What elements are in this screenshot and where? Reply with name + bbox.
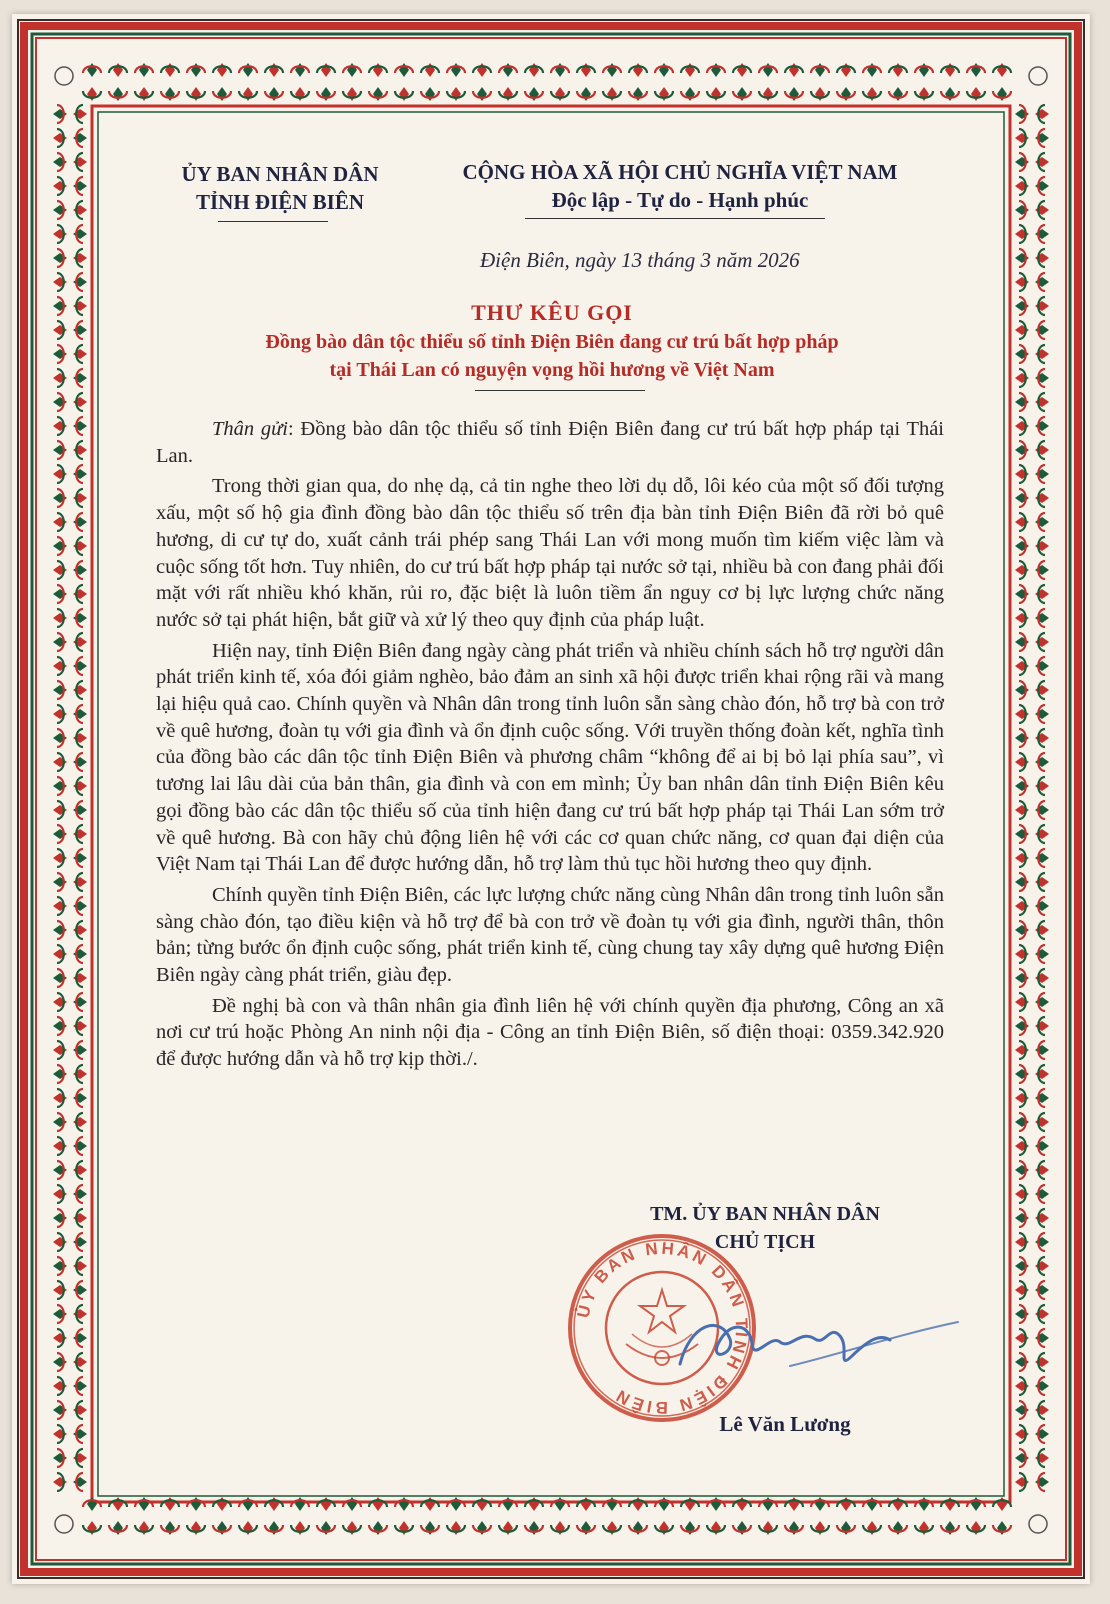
body-paragraph: Chính quyền tỉnh Điện Biên, các lực lượng chức năng cùng Nhân dân trong tỉnh luôn sẵn sàng chào đón, tạo điều kiện và hỗ trợ để bà con trở về đoàn tụ với gia đình, người thân, thôn bản; từng bước ổn định cuộc sống, phát triển kinh tế, cùng chung tay xây dựng quê hương Điện Biên ngày càng phát triển, giàu đẹp. [156, 883, 944, 987]
salutation-label: Thân gửi [212, 418, 288, 440]
motto-underline [525, 218, 825, 219]
subtitle-line-2: tại Thái Lan có nguyện vọng hồi hương về Việt Nam [329, 359, 775, 381]
subtitle-line-1: Đồng bào dân tộc thiểu số tỉnh Điện Biên đang cư trú bất hợp pháp [265, 331, 839, 353]
letter-content [100, 114, 1004, 1494]
national-heading [430, 158, 930, 214]
body-paragraph: Hiện nay, tỉnh Điện Biên đang ngày càng phát triển và nhiều chính sách hỗ trợ người dân phát triển kinh tế, xóa đói giảm nghèo, bảo đảm an sinh xã hội được triển khai rộng rãi và mang lại hiệu quả cao. Chính quyền và Nhân dân trong tỉnh luôn sẵn sàng chào đón, hỗ trợ bà con trở về quê hương, đoàn tụ với gia đình và ổn định cuộc sống. Với truyền thống đoàn kết, nghĩa tình của đồng bào các dân tộc tỉnh Điện Biên và phương châm “không để ai bị bỏ lại phía sau”, vì tương lai lâu dài của bản thân, gia đình và con em mình; Ủy ban nhân dân tỉnh Điện Biên kêu gọi đồng bào các dân tộc thiểu số của tỉnh hiện đang cư trú bất hợp pháp tại Thái Lan sớm trở về quê hương. Bà con hãy chủ động liên hệ với các cơ quan chức năng, cơ quan đại diện của Việt Nam tại Thái Lan để được hướng dẫn, hỗ trợ làm thủ tục hồi hương theo quy định. [156, 639, 944, 876]
issuing-authority [160, 160, 400, 216]
salutation-text: : Đồng bào dân tộc thiểu số tỉnh Điện Biên đang cư trú bất hợp pháp tại Thái Lan. [156, 418, 945, 467]
document-title: THƯ KÊU GỌI [471, 300, 633, 325]
letter-page [12, 14, 1090, 1584]
signatory-line-1: TM. ỦY BAN NHÂN DÂN [650, 1203, 880, 1225]
subtitle-underline [475, 390, 645, 391]
nation-name: CỘNG HÒA XÃ HỘI CHỦ NGHĨA VIỆT NAM [462, 160, 898, 184]
nation-motto: Độc lập - Tự do - Hạnh phúc [551, 188, 809, 212]
signer-name: Lê Văn Lương [719, 1412, 851, 1436]
signatory-line-2: CHỦ TỊCH [714, 1231, 816, 1253]
body-paragraph: Trong thời gian qua, do nhẹ dạ, cả tin nghe theo lời dụ dỗ, lôi kéo của một số đối tượng xấu, một số hộ gia đình đồng bào dân tộc thiểu số trên địa bàn tỉnh Điện Biên đã rời bỏ quê hương, di cư tự do, xuất cảnh trái phép sang Thái Lan với mong muốn tìm kiếm việc làm và cuộc sống tốt hơn. Tuy nhiên, do cư trú bất hợp pháp tại nước sở tại, nhiều bà con đang phải đối mặt với rất nhiều khó khăn, rủi ro, đặc biệt là luôn tiềm ẩn nguy cơ bị lực lượng chức năng nước sở tại phát hiện, bắt giữ và xử lý theo quy định của pháp luật. [156, 475, 944, 631]
svg-text:ỦY BAN NHÂN DÂN TỈNH ĐIỆN BIÊN: ỦY BAN NHÂN DÂN TỈNH ĐIỆN BIÊN [573, 1238, 752, 1418]
authority-line-2: TỈNH ĐIỆN BIÊN [195, 190, 365, 214]
authority-line-1: ỦY BAN NHÂN DÂN [181, 162, 379, 186]
handwritten-signature [640, 1284, 960, 1394]
body-paragraph: Đề nghị bà con và thân nhân gia đình liên hệ với chính quyền địa phương, Công an xã nơi cư trú hoặc Phòng An ninh nội địa - Công an tỉnh Điện Biên, số điện thoại: 0359.342.920 để được hướng dẫn và hỗ trợ kịp thời./. [156, 994, 944, 1071]
document-subtitle [100, 328, 1004, 384]
authority-underline [218, 221, 328, 222]
salutation [156, 416, 944, 469]
place-and-date: Điện Biên, ngày 13 tháng 3 năm 2026 [480, 248, 800, 272]
letter-body [156, 416, 944, 1077]
